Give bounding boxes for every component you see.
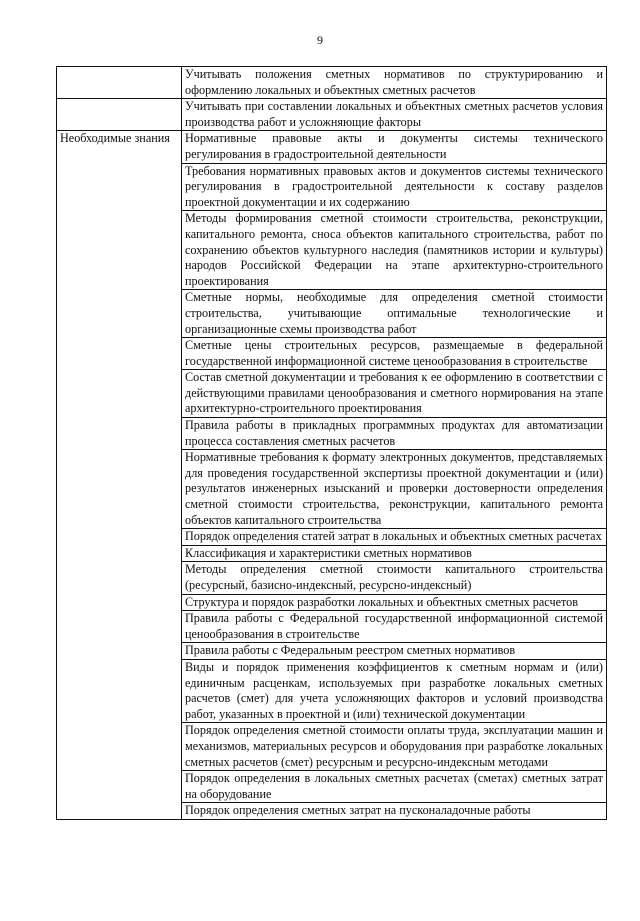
row-label bbox=[57, 99, 182, 131]
row-text: Сметные нормы, необходимые для определения сметной стоимости строительства, учитывающие оптимальные технологические и организационные схемы производства работ bbox=[182, 290, 607, 338]
row-text: Учитывать положения сметных нормативов по структурированию и оформлению локальных и объектных сметных расчетов bbox=[182, 67, 607, 99]
section-label-knowledge: Необходимые знания bbox=[57, 131, 182, 820]
row-text: Правила работы в прикладных программных продуктах для автоматизации процесса составления сметных расчетов bbox=[182, 418, 607, 450]
row-text: Состав сметной документации и требования к ее оформлению в соответствии с действующими правилами ценообразования и сметного нормирования на этапе архитектурно-строительного проектирования bbox=[182, 370, 607, 418]
row-text: Методы формирования сметной стоимости строительства, реконструкции, капитального ремонта, сноса объектов капитального строительства, работ по сохранению объектов культурного наследия (памятников истории и культуры) народов Российской Федерации на этапе архитектурно-строительного проектирования bbox=[182, 211, 607, 290]
row-text: Нормативные требования к формату электронных документов, представляемых для проведения государственной экспертизы проектной документации и (или) результатов инженерных изысканий и проверки достоверности определения сметной стоимости строительства, реконструкции, капитального ремонта объектов капитального строительства bbox=[182, 450, 607, 529]
row-text: Классификация и характеристики сметных нормативов bbox=[182, 545, 607, 562]
table-row bbox=[57, 99, 607, 131]
row-text: Порядок определения в локальных сметных расчетах (сметах) сметных затрат на оборудование bbox=[182, 771, 607, 803]
requirements-table bbox=[56, 66, 607, 820]
row-text: Правила работы с Федеральным реестром сметных нормативов bbox=[182, 643, 607, 660]
row-text: Правила работы с Федеральной государственной информационной системой ценообразования в строительстве bbox=[182, 611, 607, 643]
row-text: Структура и порядок разработки локальных и объектных сметных расчетов bbox=[182, 594, 607, 611]
table-row bbox=[57, 67, 607, 99]
page-number: 9 bbox=[317, 33, 323, 47]
row-text: Методы определения сметной стоимости капитального строительства (ресурсный, базисно-индексный, ресурсно-индексный) bbox=[182, 562, 607, 594]
row-text: Нормативные правовые акты и документы системы технического регулирования в градостроительной деятельности bbox=[182, 131, 607, 163]
table-row bbox=[57, 131, 607, 163]
row-text: Сметные цены строительных ресурсов, размещаемые в федеральной государственной информационной системе ценообразования в строительстве bbox=[182, 338, 607, 370]
row-text: Порядок определения сметных затрат на пусконаладочные работы bbox=[182, 803, 607, 820]
row-text: Учитывать при составлении локальных и объектных сметных расчетов условия производства работ и усложняющие факторы bbox=[182, 99, 607, 131]
row-text: Порядок определения сметной стоимости оплаты труда, эксплуатации машин и механизмов, материальных ресурсов и оборудования при разработке локальных сметных расчетов (смет) ресурсным и ресурсно-индексным методами bbox=[182, 723, 607, 771]
row-text: Порядок определения статей затрат в локальных и объектных сметных расчетах bbox=[182, 529, 607, 546]
row-text: Требования нормативных правовых актов и документов системы технического регулирования в градостроительной деятельности к составу разделов проектной документации и их содержанию bbox=[182, 163, 607, 211]
row-text: Виды и порядок применения коэффициентов к сметным нормам и (или) единичным расценкам, используемых при разработке локальных сметных расчетов (смет) для учета усложняющих факторов и условий производства работ, указанных в проектной и (или) технической документации bbox=[182, 659, 607, 722]
row-label bbox=[57, 67, 182, 99]
